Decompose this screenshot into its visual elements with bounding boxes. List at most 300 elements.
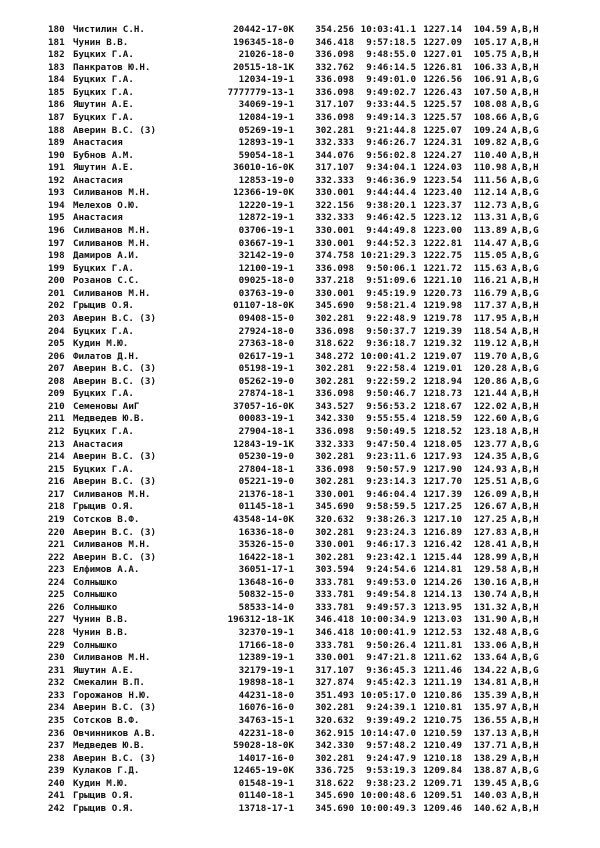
table-row bbox=[0, 37, 600, 50]
arrival-time: 9:53:19.3 bbox=[366, 765, 416, 777]
arrival-time: 9:50:57.9 bbox=[366, 463, 416, 475]
participant-name: Буцких Г.А. bbox=[73, 426, 134, 437]
arrival-time: 9:22:59.2 bbox=[366, 375, 416, 387]
arrival-time: 9:50:37.7 bbox=[366, 325, 416, 337]
ring-number: 01145-18-1 bbox=[238, 501, 294, 513]
participant-name: Медведев Ю.В. bbox=[73, 740, 145, 752]
participant-name: Чунин В.В. bbox=[73, 614, 129, 626]
speed: 1219.01 bbox=[423, 363, 462, 375]
speed: 1221.10 bbox=[423, 275, 462, 287]
participant-name: Аверин В.С. (3) bbox=[73, 551, 156, 563]
participant-name: Семеновы АиГ bbox=[73, 400, 140, 412]
participant-name: Яшутин А.Е. bbox=[73, 664, 134, 676]
categories: A,B,H bbox=[511, 727, 539, 739]
table-row bbox=[0, 614, 600, 627]
ring-number: 12389-19-1 bbox=[238, 652, 294, 664]
arrival-time: 9:50:46.7 bbox=[366, 388, 416, 400]
distance: 345.690 bbox=[315, 790, 354, 802]
table-row bbox=[0, 715, 600, 728]
ring-number: 00083-19-1 bbox=[238, 413, 294, 425]
distance: 342.330 bbox=[315, 740, 354, 752]
categories: A,B,G bbox=[511, 199, 539, 211]
arrival-time: 10:00:48.6 bbox=[360, 790, 416, 802]
categories: A,B,H bbox=[511, 702, 539, 714]
participant-name: Аверин В.С. (3) bbox=[73, 375, 156, 387]
speed: 1213.03 bbox=[423, 614, 462, 626]
table-row bbox=[0, 665, 600, 678]
points: 106.33 bbox=[473, 61, 507, 73]
participant-name: Аверин В.С. (3) bbox=[73, 363, 156, 375]
categories: A,B,G bbox=[511, 363, 539, 375]
place-number: 193 bbox=[48, 187, 65, 199]
ring-number: 20515-18-1К bbox=[233, 61, 294, 73]
place-number: 188 bbox=[48, 124, 65, 136]
distance: 336.098 bbox=[315, 463, 354, 475]
speed: 1218.94 bbox=[423, 375, 462, 387]
arrival-time: 9:50:49.5 bbox=[366, 426, 416, 437]
place-number: 200 bbox=[48, 275, 65, 287]
place-number: 217 bbox=[48, 488, 65, 500]
participant-name: Силиванов М.Н. bbox=[73, 488, 151, 500]
table-row bbox=[0, 702, 600, 715]
speed: 1212.53 bbox=[423, 627, 462, 638]
distance: 302.281 bbox=[315, 752, 354, 764]
categories: A,B,G bbox=[511, 375, 539, 387]
ring-number: 27904-18-1 bbox=[238, 426, 294, 437]
participant-name: Сотсков В.Ф. bbox=[73, 714, 140, 726]
place-number: 239 bbox=[48, 765, 65, 777]
participant-name: Силиванов М.Н. bbox=[73, 225, 151, 236]
arrival-time: 9:57:18.5 bbox=[366, 36, 416, 48]
arrival-time: 10:00:49.3 bbox=[360, 802, 416, 814]
points: 134.81 bbox=[473, 677, 507, 689]
arrival-time: 9:46:36.9 bbox=[366, 174, 416, 186]
ring-number: 12872-19-1 bbox=[238, 212, 294, 224]
categories: A,B,H bbox=[511, 388, 539, 400]
place-number: 182 bbox=[48, 49, 65, 61]
participant-name: Грыцив О.Я. bbox=[73, 802, 134, 814]
points: 124.93 bbox=[473, 463, 507, 475]
distance: 302.281 bbox=[315, 124, 354, 136]
distance: 351.493 bbox=[315, 689, 354, 701]
place-number: 199 bbox=[48, 262, 65, 274]
distance: 303.594 bbox=[315, 564, 354, 576]
participant-name: Грыцив О.Я. bbox=[73, 501, 134, 513]
speed: 1224.31 bbox=[423, 137, 462, 149]
points: 122.60 bbox=[473, 413, 507, 425]
speed: 1226.56 bbox=[423, 74, 462, 86]
arrival-time: 9:58:21.4 bbox=[366, 300, 416, 312]
place-number: 202 bbox=[48, 300, 65, 312]
ring-number: 21376-18-1 bbox=[238, 488, 294, 500]
table-row bbox=[0, 24, 600, 37]
distance: 320.632 bbox=[315, 714, 354, 726]
speed: 1209.84 bbox=[423, 765, 462, 777]
ring-number: 58533-14-0 bbox=[238, 601, 294, 613]
participant-name: Буцких Г.А. bbox=[73, 111, 134, 123]
speed: 1210.81 bbox=[423, 702, 462, 714]
categories: A,B,H bbox=[511, 300, 539, 312]
ring-number: 35326-15-0 bbox=[238, 539, 294, 551]
participant-name: Кудин М.Ю. bbox=[73, 338, 129, 350]
speed: 1211.81 bbox=[423, 639, 462, 651]
place-number: 235 bbox=[48, 714, 65, 726]
place-number: 209 bbox=[48, 388, 65, 400]
place-number: 222 bbox=[48, 551, 65, 563]
points: 140.03 bbox=[473, 790, 507, 802]
speed: 1217.90 bbox=[423, 463, 462, 475]
categories: A,B,H bbox=[511, 36, 539, 48]
arrival-time: 9:58:59.5 bbox=[366, 501, 416, 513]
place-number: 232 bbox=[48, 677, 65, 689]
place-number: 183 bbox=[48, 61, 65, 73]
participant-name: Грыцив О.Я. bbox=[73, 790, 134, 802]
participant-name: Солнышко bbox=[73, 589, 118, 601]
results-table bbox=[0, 24, 600, 815]
place-number: 241 bbox=[48, 790, 65, 802]
speed: 1219.98 bbox=[423, 300, 462, 312]
arrival-time: 9:23:24.3 bbox=[366, 526, 416, 538]
participant-name: Розанов С.С. bbox=[73, 275, 140, 287]
table-row bbox=[0, 288, 600, 301]
arrival-time: 9:46:14.5 bbox=[366, 61, 416, 73]
categories: A,B,H bbox=[511, 149, 539, 161]
participant-name: Силиванов М.Н. bbox=[73, 539, 151, 551]
arrival-time: 9:23:11.6 bbox=[366, 451, 416, 463]
categories: A,B,H bbox=[511, 589, 539, 601]
points: 115.05 bbox=[473, 250, 507, 262]
speed: 1223.40 bbox=[423, 187, 462, 199]
distance: 302.281 bbox=[315, 312, 354, 324]
arrival-time: 9:49:01.0 bbox=[366, 74, 416, 86]
points: 131.32 bbox=[473, 601, 507, 613]
table-row bbox=[0, 49, 600, 62]
points: 130.16 bbox=[473, 576, 507, 588]
points: 117.37 bbox=[473, 300, 507, 312]
ring-number: 03706-19-1 bbox=[238, 225, 294, 236]
distance: 336.098 bbox=[315, 111, 354, 123]
points: 128.99 bbox=[473, 551, 507, 563]
categories: A,B,H bbox=[511, 714, 539, 726]
place-number: 237 bbox=[48, 740, 65, 752]
participant-name: Филатов Д.Н. bbox=[73, 350, 140, 362]
arrival-time: 9:39:49.2 bbox=[366, 714, 416, 726]
participant-name: Горожанов Н.Ю. bbox=[73, 689, 151, 701]
speed: 1217.25 bbox=[423, 501, 462, 513]
points: 121.44 bbox=[473, 388, 507, 400]
participant-name: Панкратов Ю.Н. bbox=[73, 61, 151, 73]
speed: 1209.71 bbox=[423, 777, 462, 789]
ring-number: 196345-18-0 bbox=[233, 36, 294, 48]
arrival-time: 9:49:14.3 bbox=[366, 111, 416, 123]
categories: A,B,H bbox=[511, 740, 539, 752]
arrival-time: 9:38:20.1 bbox=[366, 199, 416, 211]
distance: 330.001 bbox=[315, 225, 354, 236]
place-number: 196 bbox=[48, 225, 65, 236]
arrival-time: 9:23:42.1 bbox=[366, 551, 416, 563]
ring-number: 32370-19-1 bbox=[238, 627, 294, 638]
participant-name: Кудин М.Ю. bbox=[73, 777, 129, 789]
table-row bbox=[0, 464, 600, 477]
arrival-time: 10:14:47.0 bbox=[360, 727, 416, 739]
ring-number: 12853-19-0 bbox=[238, 174, 294, 186]
table-row bbox=[0, 552, 600, 565]
participant-name: Буцких Г.А. bbox=[73, 262, 134, 274]
ring-number: 19898-18-1 bbox=[238, 677, 294, 689]
table-row bbox=[0, 112, 600, 125]
distance: 336.098 bbox=[315, 86, 354, 98]
categories: A,B,H bbox=[511, 275, 539, 287]
table-row bbox=[0, 577, 600, 590]
categories: A,B,H bbox=[511, 24, 539, 35]
categories: A,B,H bbox=[511, 463, 539, 475]
speed: 1217.10 bbox=[423, 513, 462, 525]
speed: 1211.46 bbox=[423, 664, 462, 676]
participant-name: Сотсков В.Ф. bbox=[73, 513, 140, 525]
arrival-time: 9:47:50.4 bbox=[366, 438, 416, 450]
points: 107.50 bbox=[473, 86, 507, 98]
points: 122.02 bbox=[473, 400, 507, 412]
ring-number: 13718-17-1 bbox=[238, 802, 294, 814]
distance: 348.272 bbox=[315, 350, 354, 362]
place-number: 212 bbox=[48, 426, 65, 437]
speed: 1223.00 bbox=[423, 225, 462, 236]
ring-number: 01140-18-1 bbox=[238, 790, 294, 802]
place-number: 223 bbox=[48, 564, 65, 576]
table-row bbox=[0, 652, 600, 665]
place-number: 218 bbox=[48, 501, 65, 513]
categories: A,B,H bbox=[511, 49, 539, 61]
points: 132.48 bbox=[473, 627, 507, 638]
ring-number: 32142-19-0 bbox=[238, 250, 294, 262]
categories: A,B,H bbox=[511, 162, 539, 174]
speed: 1225.07 bbox=[423, 124, 462, 136]
categories: A,B,H bbox=[511, 752, 539, 764]
categories: A,B,G bbox=[511, 250, 539, 262]
categories: A,B,H bbox=[511, 338, 539, 350]
ring-number: 36051-17-1 bbox=[238, 564, 294, 576]
arrival-time: 9:45:19.9 bbox=[366, 287, 416, 299]
points: 116.21 bbox=[473, 275, 507, 287]
participant-name: Буцких Г.А. bbox=[73, 463, 134, 475]
speed: 1210.18 bbox=[423, 752, 462, 764]
participant-name: Буцких Г.А. bbox=[73, 74, 134, 86]
table-row bbox=[0, 275, 600, 288]
categories: A,B,G bbox=[511, 111, 539, 123]
points: 112.14 bbox=[473, 187, 507, 199]
speed: 1219.07 bbox=[423, 350, 462, 362]
categories: A,B,H bbox=[511, 614, 539, 626]
speed: 1220.73 bbox=[423, 287, 462, 299]
arrival-time: 9:57:48.2 bbox=[366, 740, 416, 752]
distance: 346.418 bbox=[315, 627, 354, 638]
points: 129.58 bbox=[473, 564, 507, 576]
place-number: 191 bbox=[48, 162, 65, 174]
distance: 333.781 bbox=[315, 601, 354, 613]
distance: 374.758 bbox=[315, 250, 354, 262]
points: 106.91 bbox=[473, 74, 507, 86]
arrival-time: 9:22:48.9 bbox=[366, 312, 416, 324]
ring-number: 27924-18-0 bbox=[238, 325, 294, 337]
categories: A,B,G bbox=[511, 225, 539, 236]
points: 120.86 bbox=[473, 375, 507, 387]
participant-name: Аверин В.С. (3) bbox=[73, 312, 156, 324]
table-row bbox=[0, 690, 600, 703]
participant-name: Аверин В.С. (3) bbox=[73, 124, 156, 136]
ring-number: 59028-18-0К bbox=[233, 740, 294, 752]
speed: 1210.59 bbox=[423, 727, 462, 739]
points: 113.89 bbox=[473, 225, 507, 236]
arrival-time: 9:44:44.4 bbox=[366, 187, 416, 199]
points: 108.66 bbox=[473, 111, 507, 123]
arrival-time: 9:49:57.3 bbox=[366, 601, 416, 613]
speed: 1223.12 bbox=[423, 212, 462, 224]
points: 118.54 bbox=[473, 325, 507, 337]
points: 104.59 bbox=[473, 24, 507, 35]
speed: 1217.70 bbox=[423, 476, 462, 488]
speed: 1218.59 bbox=[423, 413, 462, 425]
participant-name: Анастасия bbox=[73, 174, 123, 186]
ring-number: 37057-16-0К bbox=[233, 400, 294, 412]
distance: 336.098 bbox=[315, 388, 354, 400]
ring-number: 12034-19-1 bbox=[238, 74, 294, 86]
categories: A,B,H bbox=[511, 689, 539, 701]
distance: 332.762 bbox=[315, 61, 354, 73]
participant-name: Буцких Г.А. bbox=[73, 86, 134, 98]
categories: A,B,H bbox=[511, 325, 539, 337]
categories: A,B,H bbox=[511, 539, 539, 551]
categories: A,B,H bbox=[511, 513, 539, 525]
categories: A,B,G bbox=[511, 99, 539, 111]
table-row bbox=[0, 150, 600, 163]
distance: 362.915 bbox=[315, 727, 354, 739]
distance: 302.281 bbox=[315, 476, 354, 488]
arrival-time: 10:21:29.3 bbox=[360, 250, 416, 262]
table-row bbox=[0, 489, 600, 502]
table-row bbox=[0, 728, 600, 741]
distance: 332.333 bbox=[315, 174, 354, 186]
distance: 345.690 bbox=[315, 501, 354, 513]
categories: A,B,H bbox=[511, 61, 539, 73]
points: 138.29 bbox=[473, 752, 507, 764]
points: 114.47 bbox=[473, 237, 507, 249]
categories: A,B,G bbox=[511, 350, 539, 362]
speed: 1211.19 bbox=[423, 677, 462, 689]
arrival-time: 9:49:53.0 bbox=[366, 576, 416, 588]
points: 140.62 bbox=[473, 802, 507, 814]
distance: 317.107 bbox=[315, 162, 354, 174]
speed: 1222.75 bbox=[423, 250, 462, 262]
speed: 1219.78 bbox=[423, 312, 462, 324]
arrival-time: 9:21:44.8 bbox=[366, 124, 416, 136]
participant-name: Буцких Г.А. bbox=[73, 388, 134, 400]
points: 105.17 bbox=[473, 36, 507, 48]
table-row bbox=[0, 175, 600, 188]
participant-name: Анастасия bbox=[73, 137, 123, 149]
categories: A,B,G bbox=[511, 664, 539, 676]
distance: 317.107 bbox=[315, 99, 354, 111]
arrival-time: 9:23:14.3 bbox=[366, 476, 416, 488]
arrival-time: 9:55:55.4 bbox=[366, 413, 416, 425]
participant-name: Медведев Ю.В. bbox=[73, 413, 145, 425]
ring-number: 16076-16-0 bbox=[238, 702, 294, 714]
place-number: 219 bbox=[48, 513, 65, 525]
points: 113.31 bbox=[473, 212, 507, 224]
ring-number: 16336-18-0 bbox=[238, 526, 294, 538]
ring-number: 05262-19-0 bbox=[238, 375, 294, 387]
ring-number: 12465-19-0К bbox=[233, 765, 294, 777]
ring-number: 12220-19-1 bbox=[238, 199, 294, 211]
table-row bbox=[0, 501, 600, 514]
speed: 1216.89 bbox=[423, 526, 462, 538]
points: 119.12 bbox=[473, 338, 507, 350]
participant-name: Солнышко bbox=[73, 639, 118, 651]
participant-name: Овчинников А.В. bbox=[73, 727, 156, 739]
place-number: 197 bbox=[48, 237, 65, 249]
table-row bbox=[0, 778, 600, 791]
ring-number: 17166-18-0 bbox=[238, 639, 294, 651]
points: 117.95 bbox=[473, 312, 507, 324]
place-number: 192 bbox=[48, 174, 65, 186]
ring-number: 27874-18-1 bbox=[238, 388, 294, 400]
speed: 1226.81 bbox=[423, 61, 462, 73]
table-row bbox=[0, 740, 600, 753]
points: 128.41 bbox=[473, 539, 507, 551]
ring-number: 01548-19-1 bbox=[238, 777, 294, 789]
participant-name: Силиванов М.Н. bbox=[73, 237, 151, 249]
ring-number: 12366-19-0К bbox=[233, 187, 294, 199]
table-row bbox=[0, 564, 600, 577]
distance: 346.418 bbox=[315, 36, 354, 48]
table-row bbox=[0, 426, 600, 439]
categories: A,B,H bbox=[511, 526, 539, 538]
place-number: 190 bbox=[48, 149, 65, 161]
points: 105.75 bbox=[473, 49, 507, 61]
table-row bbox=[0, 803, 600, 816]
ring-number: 27363-18-0 bbox=[238, 338, 294, 350]
speed: 1225.57 bbox=[423, 99, 462, 111]
arrival-time: 9:46:26.7 bbox=[366, 137, 416, 149]
distance: 333.781 bbox=[315, 589, 354, 601]
speed: 1215.44 bbox=[423, 551, 462, 563]
distance: 333.781 bbox=[315, 639, 354, 651]
distance: 302.281 bbox=[315, 526, 354, 538]
place-number: 242 bbox=[48, 802, 65, 814]
ring-number: 42231-18-0 bbox=[238, 727, 294, 739]
place-number: 226 bbox=[48, 601, 65, 613]
speed: 1223.37 bbox=[423, 199, 462, 211]
arrival-time: 9:36:45.3 bbox=[366, 664, 416, 676]
arrival-time: 9:49:02.7 bbox=[366, 86, 416, 98]
speed: 1209.46 bbox=[423, 802, 462, 814]
speed: 1224.27 bbox=[423, 149, 462, 161]
points: 136.55 bbox=[473, 714, 507, 726]
participant-name: Аверин В.С. (3) bbox=[73, 526, 156, 538]
arrival-time: 9:38:26.3 bbox=[366, 513, 416, 525]
speed: 1218.52 bbox=[423, 426, 462, 437]
arrival-time: 9:44:49.8 bbox=[366, 225, 416, 236]
distance: 336.098 bbox=[315, 325, 354, 337]
categories: A,B,H bbox=[511, 488, 539, 500]
distance: 330.001 bbox=[315, 287, 354, 299]
participant-name: Аверин В.С. (3) bbox=[73, 752, 156, 764]
speed: 1222.81 bbox=[423, 237, 462, 249]
table-row bbox=[0, 539, 600, 552]
categories: A,B,H bbox=[511, 400, 539, 412]
arrival-time: 9:22:58.4 bbox=[366, 363, 416, 375]
table-row bbox=[0, 250, 600, 263]
distance: 354.256 bbox=[315, 24, 354, 35]
